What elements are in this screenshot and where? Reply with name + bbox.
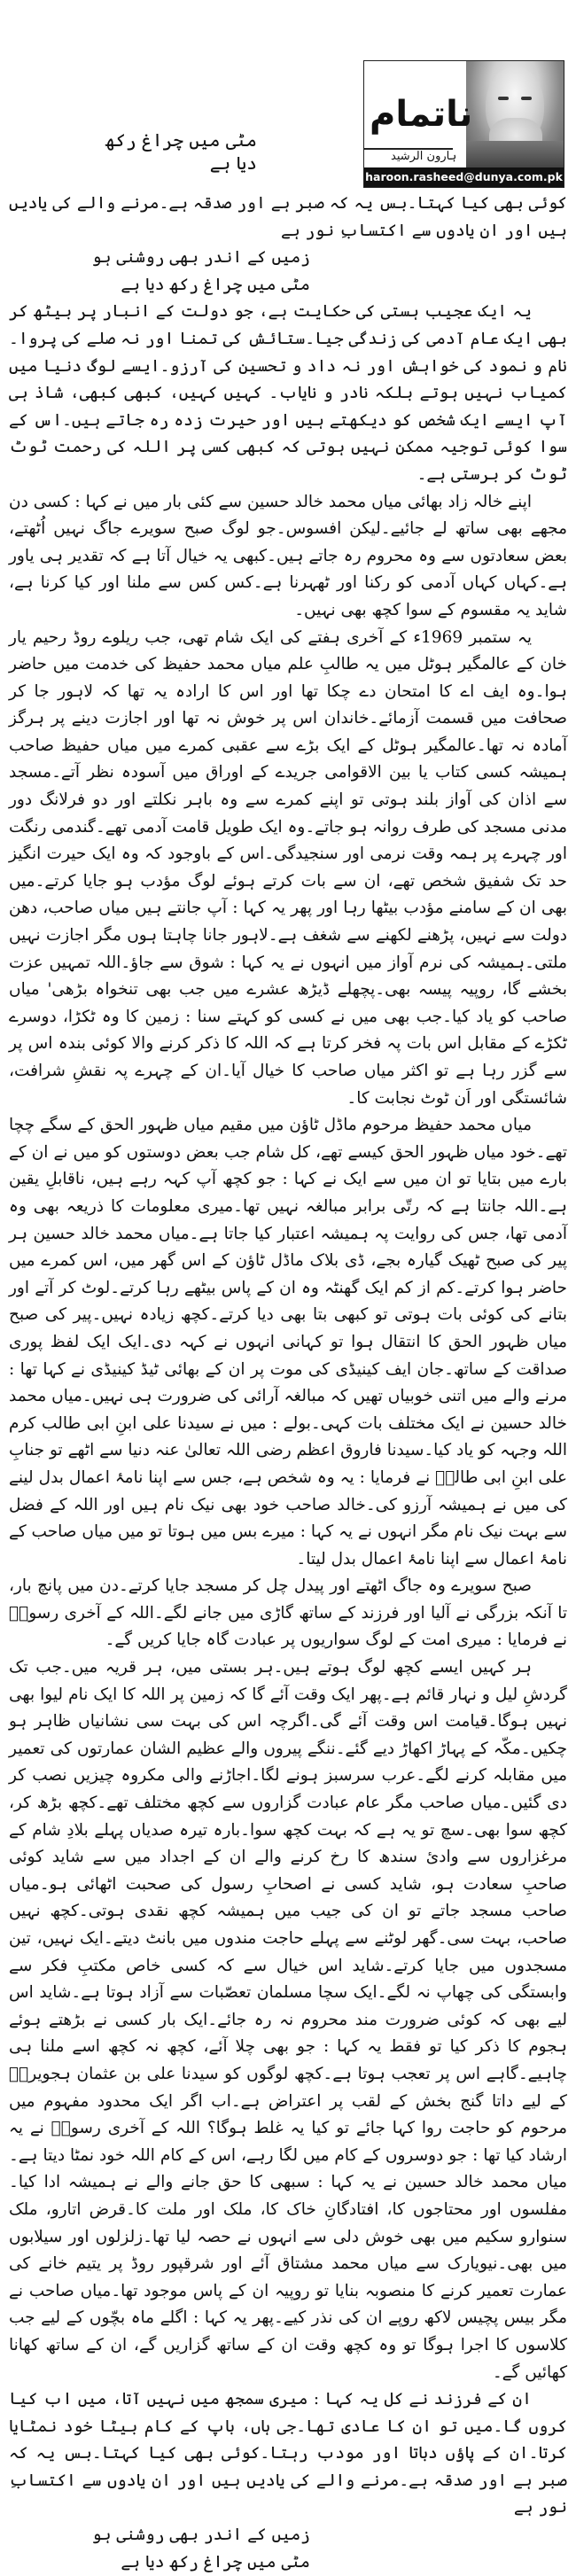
- column-name: ناتمام: [370, 94, 473, 135]
- paragraph: یہ ستمبر 1969ء کے آخری ہفتے کی ایک شام تھی، جب ریلوے روڈ رحیم یار خان کے عالمگیر ہوٹل میں یہ طالبِ علم میاں محمد حفیظ کی خدمت میں حاضر ہوا۔وہ ایف اے کا امتحان دے چکا تھا اور اس کا ارادہ یہ تھا کہ لاہور جا کر صحافت میں قسمت آزمائے۔خاندان اس پر خوش نہ تھا اور اجازت دینے پر ہرگز آمادہ نہ تھا۔عالمگیر ہوٹل کے ایک بڑے سے عقبی کمرے میں میاں حفیظ صاحب ہمیشہ کسی کتاب یا بین الاقوامی جریدے کے اوراق میں آسودہ نظر آتے۔مسجد سے اذان کی آواز بلند ہوتی تو اپنے کمرے سے وہ باہر نکلتے اور دو فرلانگ دور مدنی مسجد کی طرف روانہ ہو جاتے۔وہ ایک طویل قامت آدمی تھے۔گندمی رنگت اور چہرے پر ہمہ وقت نرمی اور سنجیدگی۔اس کے باوجود کہ وہ ایک حیرت انگیز حد تک شفیق شخص تھے، ان سے بات کرتے ہوئے لوگ مؤدب ہو جایا کرتے۔میں بھی ان کے سامنے مؤدب بیٹھا رہا اور پھر یہ کہا : آپ جانتے ہیں میاں صاحب، دھن دولت سے نہیں، پڑھنے لکھنے سے شغف ہے۔لاہور جانا چاہتا ہوں مگر اجازت نہیں ملتی۔ہمیشہ کی نرم آواز میں انہوں نے یہ کہا : شوق سے جاؤ۔اللہ تمہیں عزت بخشے گا، روپیہ پیسہ بھی۔پچھلے ڈیڑھ عشرے میں جب بھی تنخواہ بڑھی' میاں صاحب کو یاد کیا۔جب بھی میں نے کسی کو کہتے سنا : زمین کا وہ ٹکڑا، دوسرے ٹکڑے کے مقابل اس بات پہ فخر کرتا ہے کہ اللہ کا ذکر کرنے والا کوئی بندہ اس پر سے گزر رہا ہے تو اکثر میاں صاحب کا خیال آیا۔ان کے چہرے پہ نقشِ شرافت، شائستگی اور اَن ٹوٹ نجابت کا۔: [9, 627, 567, 1108]
- article-title: مٹی میں چراغ رکھ دیا ہے: [105, 129, 257, 174]
- paragraph: میاں محمد حفیظ مرحوم ماڈل ٹاؤن میں مقیم میاں ظہور الحق کے سگے چچا تھے۔خود میاں ظہور الحق کیسے تھے، کل شام جب بعض دوستوں کو میں نے ان کے بارے میں بتایا تو ان میں سے ایک نے کہا : جو کچھ آپ کہہ رہے ہیں، ناقابلِ یقین ہے۔اللہ جانتا ہے کہ رتّی برابر مبالغہ نہیں تھا۔میری معلومات کا ذریعہ بھی وہ آدمی تھا، جس کی روایت پہ ہمیشہ اعتبار کیا جاتا ہے۔میاں محمد خالد حسین ہر پیر کی صبح ٹھیک گیارہ بجے، ڈی بلاک ماڈل ٹاؤن کے اس گھر میں، اس کمرے میں حاضر ہوا کرتے۔کم از کم ایک گھنٹہ وہ ان کے پاس بیٹھے رہا کرتے۔لوٹ کر آتے اور بتانے کی کوئی بات ہوتی تو کبھی بتا بھی دیا کرتے۔کچھ زیادہ نہیں۔پیر کی صبح میاں ظہور الحق کا انتقال ہوا تو کہانی انہوں نے کہہ دی۔ایک ایک لفظ پوری صداقت کے ساتھ۔جان ایف کینیڈی کی موت پر ان کے بھائی ٹیڈ کینیڈی نے کہا تھا : مرنے والے میں اتنی خوبیاں تھیں کہ مبالغہ آرائی کی ضرورت ہی نہیں۔میاں محمد خالد حسین نے ایک مختلف بات کہی۔بولے : میں نے سیدنا علی ابنِ ابی طالب کرم اللہ وجہہ کو یاد کیا۔سیدنا فاروق اعظم رضی اللہ تعالیٰ عنہ دنیا سے اٹھے تو جنابِ علی ابنِ ابی طالبؓ نے فرمایا : یہ وہ شخص ہے، جس سے اپنا نامۂ اعمال بدل لینے کی میں نے ہمیشہ آرزو کی۔خالد صاحب خود بھی نیک نام ہیں اور اللہ کے فضل سے بہت نیک نام مگر انہوں نے یہ کہا : میرے بس میں ہوتا تو میں میاں صاحب کے نامۂ اعمال سے اپنا نامۂ اعمال بدل لیتا۔: [9, 1116, 567, 1568]
- closing-verse-line-2: مٹی میں چراغ رکھ دیا ہے: [121, 2552, 310, 2572]
- column-header: [0, 0, 576, 191]
- closing-verse-line-1: زمیں کے اندر بھی روشنی ہو: [91, 2525, 310, 2545]
- column-logo-box: [363, 60, 564, 188]
- paragraph: ہر کہیں ایسے کچھ لوگ ہوتے ہیں۔ہر بستی میں، ہر قریہ میں۔جب تک گردشِ لیل و نہار قائم ہے۔پھر ایک وقت آئے گا کہ زمین پر اللہ کا ایک نام لیوا بھی نہیں ہوگا۔قیامت اس وقت آئے گی۔اگرچہ اس کی بہت سی نشانیاں ظاہر ہو چکیں۔مکّہ کے پہاڑ اکھاڑ دیے گئے۔ننگے پیروں والے عظیم الشان عمارتوں کی تعمیر میں مقابلہ کرنے لگے۔عرب سرسبز ہونے لگا۔اجاڑنے والی مکروہ چیزیں نصب کر دی گئیں۔میاں صاحب مگر عام عبادت گزاروں سے کچھ مختلف تھے۔کچھ بڑھ کر، کچھ سوا بھی۔سچ تو یہ ہے کہ بہت کچھ سوا۔بارہ تیرہ صدیاں پہلے بلادِ شام کے مرغزاروں سے وادیٔ سندھ کا رخ کرنے والے ان کے اجداد میں سے شاید کوئی صاحبِ سعادت ہو، شاید کسی نے اصحابِ رسول کی صحبت اٹھائی ہو۔میاں صاحب مسجد جاتے تو ان کی جیب میں ہمیشہ کچھ نقدی ہوتی۔کچھ نہیں صاحب، بہت سی۔گھر لوٹنے سے پہلے حاجت مندوں میں بانٹ دیتے۔ایک نہیں، تین مسجدوں میں جایا کرتے۔شاید اس خیال سے کہ کسی خاص مکتبِ فکر سے وابستگی کی چھاپ نہ لگے۔ایک سچا مسلمان تعصّبات سے آزاد ہوتا ہے۔شاید اس لیے بھی کہ کوئی ضرورت مند محروم نہ رہ جائے۔ایک بار کسی نے بڑھتے ہوئے ہجوم کا ذکر کیا تو فقط یہ کہا : جو بھی چلا آئے، کچھ نہ کچھ اسے ملنا ہی چاہیے۔گاہے اس پر تعجب ہوتا ہے۔کچھ لوگوں کو سیدنا علی بن عثمان ہجویریؒ کے لیے داتا گنج بخش کے لقب پر اعتراض ہے۔اب اگر ایک محدود مفہوم میں مرحوم کو حاجت روا کہا جائے تو کیا یہ غلط ہوگا؟ اللہ کے آخری رسولؐ نے یہ ارشاد کیا تھا : جو دوسروں کے کام میں لگا رہے، اس کے کام اللہ خود نمٹا دیتا ہے۔میاں محمد خالد حسین نے یہ کہا : سبھی کا حق جانے والے نے ہمیشہ ادا کیا۔مفلسوں اور محتاجوں کا، افتادگانِ خاک کا، ملک اور ملت کا۔قرض اتارو، ملک سنوارو سکیم میں بھی خوش دلی سے انہوں نے حصہ لیا تھا۔زلزلوں اور سیلابوں میں بھی۔نیویارک سے میاں محمد مشتاق آئے اور شرقپور روڈ پر یتیم خانے کی عمارت تعمیر کرنے کا منصوبہ بنایا تو روپیہ ان کے پاس موجود تھا۔میاں صاحب نے مگر بیس پچیس لاکھ روپے ان کی نذر کیے۔پھر یہ کہا : اگلے ماہ بچّوں کے لیے جب کلاسوں کا اجرا ہوگا تو وہ کچھ وقت ان کے ساتھ گزاریں گے، ان کے ساتھ کھانا کھائیں گے۔: [9, 1658, 567, 2382]
- paragraph: صبح سویرے وہ جاگ اٹھتے اور پیدل چل کر مسجد جایا کرتے۔دن میں پانچ بار، تا آنکہ بزرگی نے آلیا اور فرزند کے ساتھ گاڑی میں جانے لگے۔اللہ کے آخری رسولؐ نے فرمایا : میری امت کے لوگ سواریوں پر عبادت گاہ جایا کریں گے۔: [9, 1576, 567, 1650]
- paragraph: یہ ایک عجیب ہستی کی حکایت ہے، جو دولت کے انبار پر بیٹھ کر بھی ایک عام آدمی کی زندگی جیا۔ستائش کی تمنا اور نہ صلے کی پروا۔نام و نمود کی خواہش اور نہ داد و تحسین کی آرزو۔ایسے لوگ دنیا میں کمیاب نہیں ہوتے بلکہ نادر و نایاب۔ کہیں کہیں، کبھی کبھی، شاذ ہی آپ ایسے ایک شخص کو دیکھتے ہیں اور حیرت زدہ رہ جاتے ہیں۔اس کے سوا کوئی توجیہ ممکن نہیں ہوتی کہ کبھی کسی پر اللہ کی رحمت ٹوٹ ٹوٹ کر برستی ہے۔: [9, 302, 567, 484]
- portrait-eye-right: [521, 97, 532, 100]
- opening-verse-line-2: مٹی میں چراغ رکھ دیا ہے: [121, 275, 310, 294]
- author-portrait-icon: [466, 60, 564, 167]
- portrait-eye-left: [498, 97, 509, 100]
- paragraph: ان کے فرزند نے کل یہ کہا : میری سمجھ میں نہیں آتا، میں اب کیا کروں گا۔میں تو ان کا عادی تھا۔جی ہاں، باپ کے کام بیٹا خود نمٹایا کرتا۔ان کے پاؤں دباتا اور مودب رہتا۔کوئی بھی کیا کہتا۔بس یہ کہ صبر ہے اور صدقہ ہے۔مرنے والے کی یادیں ہیں اور ان یادوں سے اکتسابِ نور ہے: [9, 2390, 567, 2518]
- portrait-coat: [466, 141, 564, 167]
- article-body: [0, 191, 576, 2576]
- opening-verse-line-1: زمیں کے اندر بھی روشنی ہو: [91, 248, 310, 268]
- author-email[interactable]: haroon.rasheed@dunya.com.pk: [364, 167, 564, 187]
- paragraph: اپنے خالہ زاد بھائی میاں محمد خالد حسین سے کئی بار میں نے کہا : کسی دن مجھے بھی ساتھ لے جائیے۔لیکن افسوس۔جو لوگ صبح سویرے جاگ نہیں اُٹھتے، بعض سعادتوں سے وہ محروم رہ جاتے ہیں۔کبھی یہ خیال آتا ہے کہ تقدیر ہی یاور ہے۔کہاں کہاں آدمی کو رکنا اور ٹھہرنا ہے۔کس کس سے ملنا اور کیا کرنا ہے، شاید یہ مقسوم کے سوا کچھ بھی نہیں۔: [9, 492, 567, 619]
- opening-paragraph: کوئی بھی کیا کہتا۔بس یہ کہ صبر ہے اور صدقہ ہے۔مرنے والے کی یادیں ہیں اور ان یادوں سے اکتسابِ نور ہے: [9, 194, 567, 240]
- author-name: ہارون الرشید: [391, 150, 457, 163]
